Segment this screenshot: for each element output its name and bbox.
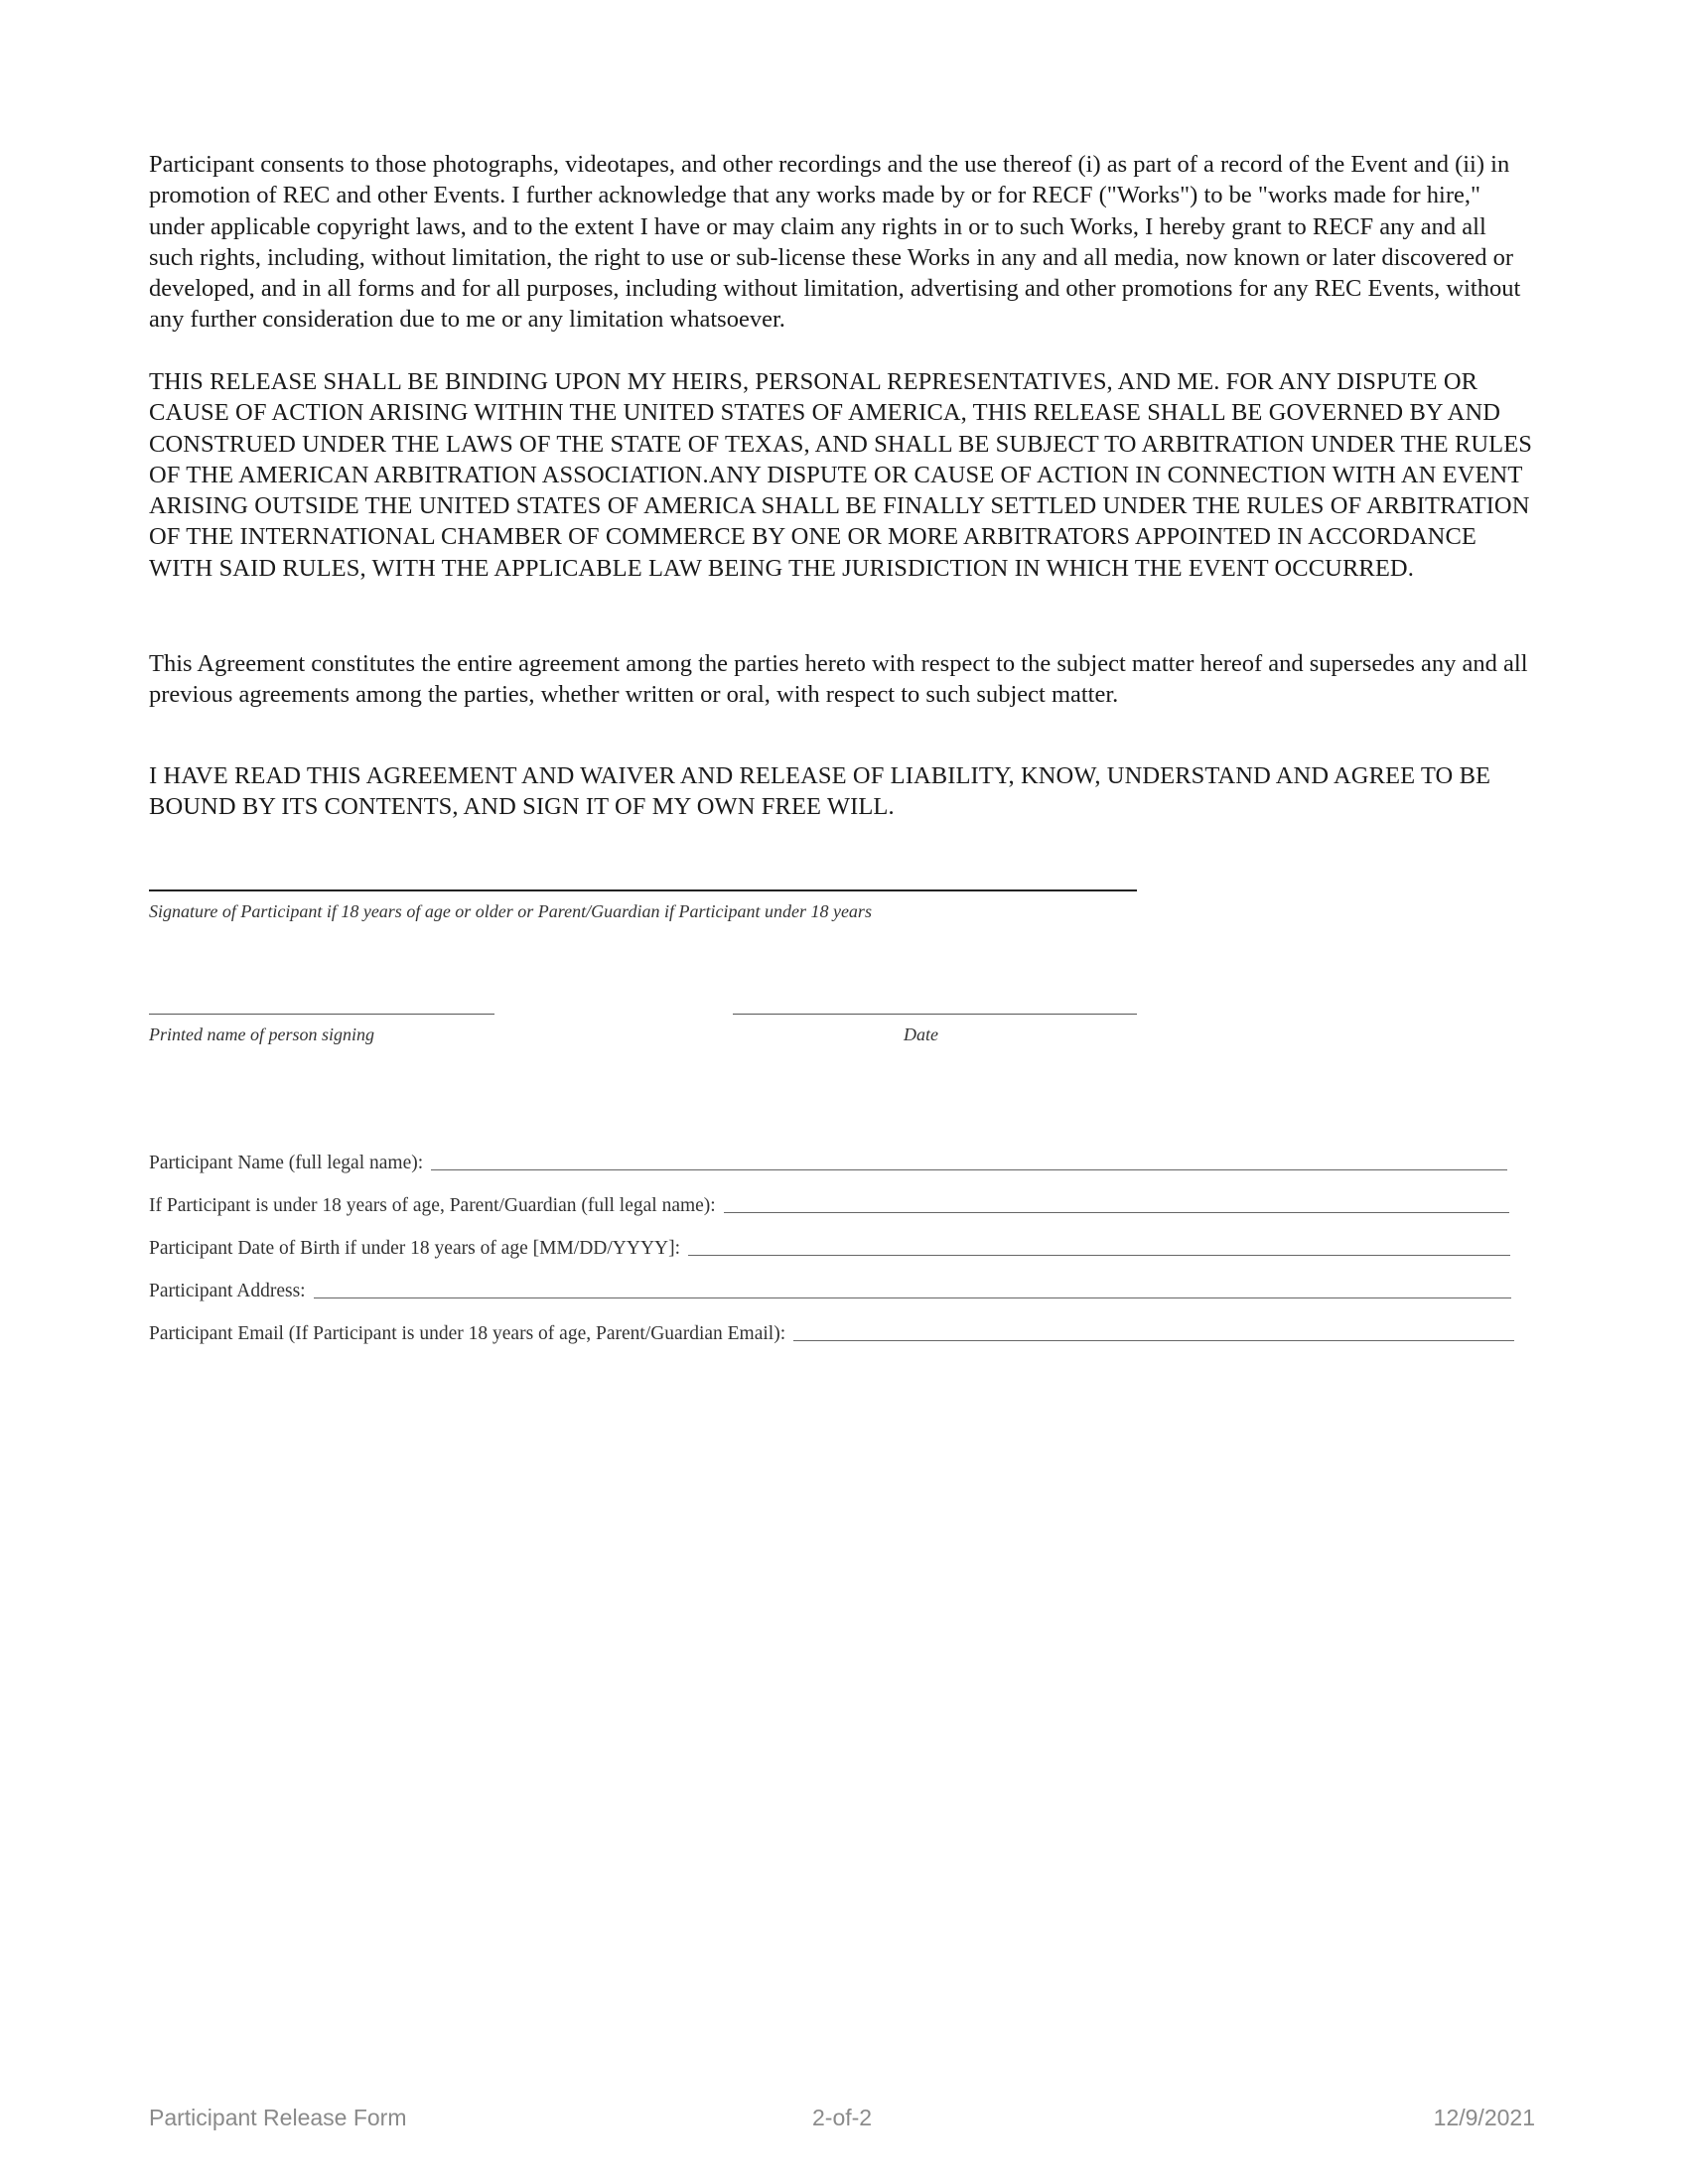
footer-date: 12/9/2021 — [1433, 2105, 1535, 2130]
date-of-birth-label: Participant Date of Birth if under 18 years of age [MM/DD/YYYY]: — [149, 1238, 681, 1259]
date-of-birth-input-line[interactable] — [688, 1254, 1510, 1256]
participant-address-label: Participant Address: — [149, 1281, 306, 1301]
footer-page-number: 2-of-2 — [812, 2105, 873, 2130]
participant-name-label: Participant Name (full legal name): — [149, 1153, 424, 1173]
consent-paragraph: Participant consents to those photographs, videotapes, and other recordings and the use thereof (i) as part of a record of the Event and (ii) in promotion of REC and other Events. I further acknowledge that any works made by or for RECF ("Works") to be "works made for hire," under applicable copyright laws, and to the extent I have or may claim any rights in or to such Works, I hereby grant to RECF any and all such rights, including, without limitation, the right to use or sub-license these Works in any and all media, now known or later discovered or developed, and in all forms and for all purposes, including without limitation, advertising and other promotions for any REC Events, without any further consideration due to me or any limitation whatsoever. — [149, 151, 1521, 334]
participant-name-input-line[interactable] — [431, 1168, 1507, 1170]
binding-release-paragraph: THIS RELEASE SHALL BE BINDING UPON MY HEIRS, PERSONAL REPRESENTATIVES, AND ME. FOR ANY DISPUTE OR CAUSE OF ACTION ARISING WITHIN THE UNITED STATES OF AMERICA, THIS RELEASE SHALL BE GOVERNED BY AND CONSTRUED UNDER THE LAWS OF THE STATE OF TEXAS, AND SHALL BE SUBJECT TO ARBITRATION UNDER THE RULES OF THE AMERICAN ARBITRATION ASSOCIATION.ANY DISPUTE OR CAUSE OF ACTION IN CONNECTION WITH AN EVENT ARISING OUTSIDE THE UNITED STATES OF AMERICA SHALL BE FINALLY SETTLED UNDER THE RULES OF ARBITRATION OF THE INTERNATIONAL CHAMBER OF COMMERCE BY ONE OR MORE ARBITRATORS APPOINTED IN ACCORDANCE WITH SAID RULES, WITH THE APPLICABLE LAW BEING THE JURISDICTION IN WHICH THE EVENT OCCURRED. — [149, 368, 1533, 582]
signature-caption: Signature of Participant if 18 years of age or older or Parent/Guardian if Participant under 18 years — [149, 901, 872, 921]
participant-email-field[interactable] — [149, 1315, 1514, 1345]
printed-name-line[interactable] — [149, 1014, 494, 1015]
date-caption: Date — [904, 1024, 938, 1044]
signature-line[interactable] — [149, 889, 1137, 891]
acknowledgement-paragraph: I HAVE READ THIS AGREEMENT AND WAIVER AND RELEASE OF LIABILITY, KNOW, UNDERSTAND AND AGREE TO BE BOUND BY ITS CONTENTS, AND SIGN IT OF MY OWN FREE WILL. — [149, 762, 1491, 821]
participant-email-label: Participant Email (If Participant is under 18 years of age, Parent/Guardian Email): — [149, 1323, 786, 1344]
participant-address-input-line[interactable] — [314, 1297, 1511, 1298]
entire-agreement-paragraph: This Agreement constitutes the entire agreement among the parties hereto with respect to the subject matter hereof and supersedes any and all previous agreements among the parties, whether written or oral, with respect to such subject matter. — [149, 650, 1528, 709]
guardian-name-field[interactable] — [149, 1187, 1509, 1217]
date-of-birth-field[interactable] — [149, 1230, 1510, 1260]
guardian-name-label: If Participant is under 18 years of age, Parent/Guardian (full legal name): — [149, 1195, 716, 1216]
footer-form-name: Participant Release Form — [149, 2105, 407, 2130]
participant-address-field[interactable] — [149, 1273, 1511, 1302]
printed-name-caption: Printed name of person signing — [149, 1024, 374, 1044]
participant-email-input-line[interactable] — [793, 1339, 1514, 1341]
guardian-name-input-line[interactable] — [724, 1211, 1509, 1213]
date-line[interactable] — [733, 1014, 1137, 1015]
participant-name-field[interactable] — [149, 1145, 1507, 1174]
